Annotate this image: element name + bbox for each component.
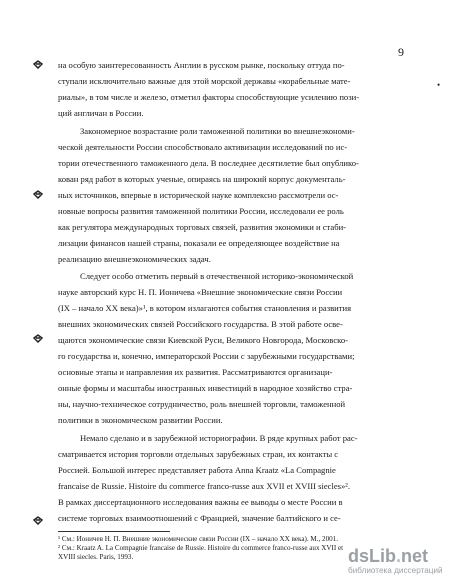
page-number: 9: [398, 45, 404, 59]
margin-hole-mark-4: [33, 516, 44, 525]
footnote-divider: [58, 531, 170, 532]
body-line: внешних экономических связей Российского государства. В этой работе осве-: [58, 319, 343, 329]
body-line: реализацию внешнеэкономических задач.: [58, 254, 211, 264]
margin-hole-mark-2: [33, 190, 44, 199]
body-line: Следует особо отметить первый в отечественной историко-экономической: [80, 271, 354, 281]
logo-dot: .: [396, 546, 402, 566]
watermark-subtitle: библиотека диссертаций: [348, 566, 443, 575]
logo-tld: net: [401, 546, 429, 566]
body-line: Немало сделано и в зарубежной историографии. В ряде крупных работ рас-: [80, 433, 358, 443]
body-line: лизации финансов нашей страны, показали ее определяющее воздействие на: [58, 238, 340, 248]
body-line: тории отечественного таможенного дела. В последнее десятилетие был опублико-: [58, 158, 359, 168]
body-line: сматривается история торговли отдельных зарубежных стран, их контакты с: [58, 449, 339, 459]
footnote-2-cont: XVIII siecles. Paris, 1993.: [58, 553, 134, 561]
body-line: francaise de Russie. Histoire du commerce franco-russe aux XVII et XVIII siecles»².: [58, 481, 351, 491]
body-line: В рамках диссертационного исследования важны ее выводы о месте России в: [58, 497, 343, 507]
body-line: системе торговых взаимоотношений с Францией, значение балтийского и се-: [58, 513, 341, 523]
margin-hole-mark-3: [33, 334, 44, 343]
body-line: как регулятора международных торговых связей, развития экономики и стаби-: [58, 222, 347, 232]
body-line: ций англичан в России.: [58, 108, 144, 118]
body-line: Закономерное возрастание роли таможенной политики во внешнеэкономи-: [80, 126, 355, 136]
footnote-1: ¹ См.: Ионичев Н. П. Внешние экономические связи России (IX – начало XX века). М., 2001.: [58, 535, 339, 543]
stray-dot: •: [437, 80, 441, 90]
body-line: кован ряд работ в которых ученые, опираясь на широкий корпус документаль-: [58, 174, 346, 184]
body-line: (IX – начало XX века)»¹, в котором излагаются события становления и развития: [58, 303, 352, 313]
body-line: основные этапы и направления их развития. Рассматриваются организаци-: [58, 367, 333, 377]
body-line: Россией. Большой интерес представляет работа Anna Kraatz «La Compagnie: [58, 465, 336, 475]
logo-main: dsLib: [348, 546, 396, 566]
dslib-watermark: [348, 546, 446, 578]
body-line: риалы», в том числе и железо, отметил факторы способствующие усилению пози-: [58, 92, 360, 102]
body-line: на особую заинтересованность Англии в русском рынке, поскольку оттуда по-: [58, 60, 345, 70]
body-line: новные вопросы развития таможенной политики России, исследовали ее роль: [58, 206, 344, 216]
dslib-logo: [348, 546, 428, 567]
body-line: онные формы и масштабы иностранных инвестиций в народное хозяйство стра-: [58, 383, 353, 393]
body-line: ных источников, впервые в исторической науке комплексно рассмотрели ос-: [58, 190, 339, 200]
body-line: ческой деятельности России способствовало активизации исследований по ис-: [58, 142, 348, 152]
body-line: щаются экономические связи Киевской Руси, Великого Новгорода, Московско-: [58, 335, 349, 345]
body-line: науке авторский курс Н. П. Ионичева «Внешние экономические связи России: [58, 287, 343, 297]
body-line: ступали исключительно важные для этой морской державы «корабельные мате-: [58, 76, 351, 86]
footnote-2: ² См.: Kraatz A. La Compagnie francaise de Russie. Histoire du commerce franco-russe aux XVII et: [58, 544, 344, 552]
body-line: го государства и, конечно, императорской России с зарубежными государствами;: [58, 351, 355, 361]
body-line: ны, научно-техническое сотрудничество, роль внешней торговли, таможенной: [58, 399, 346, 409]
body-line: политики в экономическом развитии России.: [58, 415, 223, 425]
margin-hole-mark-1: [33, 60, 44, 69]
